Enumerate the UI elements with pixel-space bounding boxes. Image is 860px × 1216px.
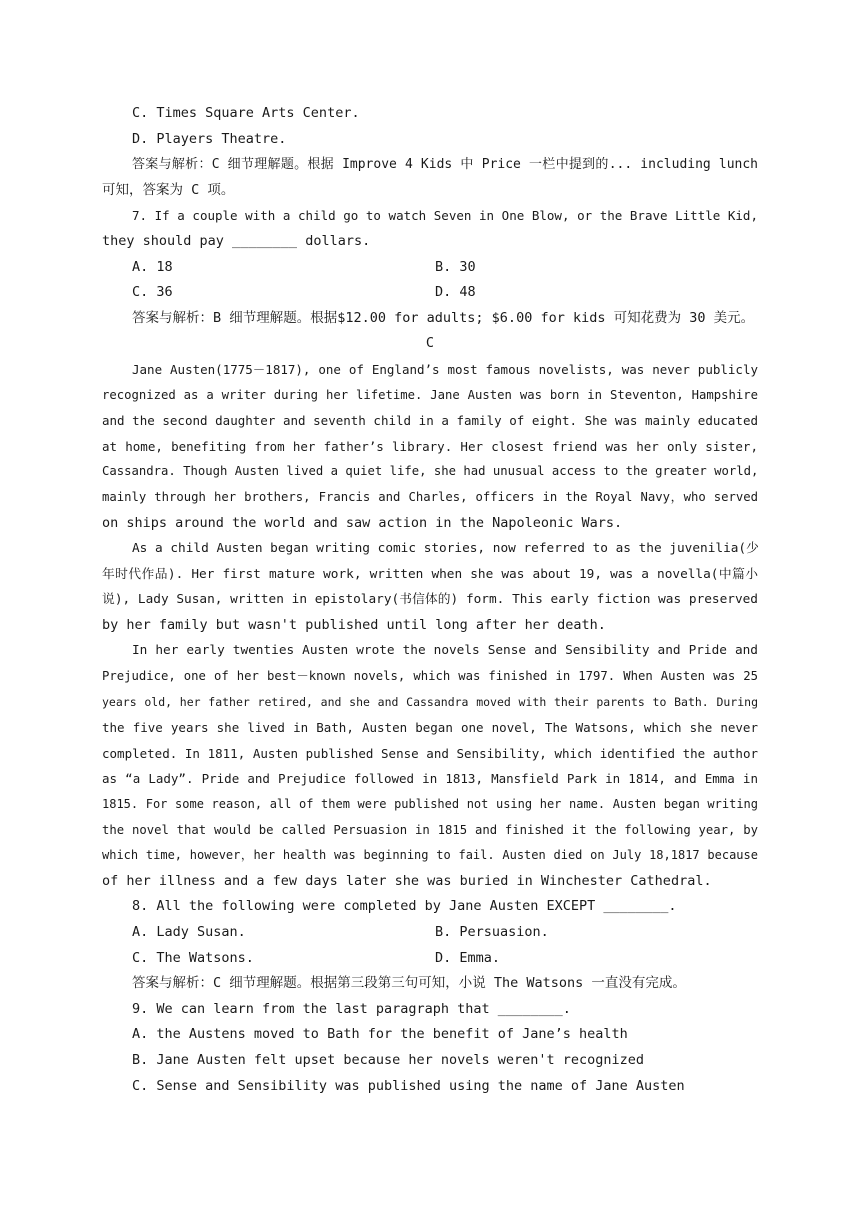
passage-line: Prejudice, one of her best－known novels, which was finished in 1797. When Austen was 25 (102, 669, 758, 684)
passage-line: the five years she lived in Bath, Austen began one novel, The Watsons, which she never (102, 720, 758, 736)
question-9: 9. We can learn from the last paragraph that ________. (132, 1000, 571, 1017)
passage-line: As a child Austen began writing comic stories, now referred to as the juvenilia(少 (132, 541, 759, 557)
question-8: 8. All the following were completed by Jane Austen EXCEPT ________. (132, 898, 677, 915)
answer-q6: 答案与解析：C 细节理解题。根据 Improve 4 Kids 中 Price 一栏中提到的... including lunch (132, 157, 758, 173)
passage-line: on ships around the world and saw action in the Napoleonic Wars. (102, 514, 623, 531)
answer-q8: 答案与解析：C 细节理解题。根据第三段第三句可知，小说 The Watsons 一直没有完成。 (132, 975, 686, 992)
option-d-q6: D. Players Theatre. (132, 130, 287, 147)
passage-line: completed. In 1811, Austen published Sense and Sensibility, which identified the author (102, 745, 758, 761)
option-a-q7: A. 18 (132, 258, 173, 275)
passage-line: which time, however，her health was beginning to fail. Austen died on July 18,1817 because (102, 848, 758, 863)
passage-line: Cassandra. Though Austen lived a quiet life, she had unusual access to the greater world, (102, 464, 759, 479)
question-7: 7. If a couple with a child go to watch Seven in One Blow, or the Brave Little Kid, (132, 208, 758, 224)
passage-line: at home, benefiting from her father’s library. Her closest friend was her only sister, (102, 438, 758, 454)
option-d-q7: D. 48 (435, 284, 476, 301)
passage-line: Jane Austen(1775－1817), one of England’s most famous novelists, was never publicly (132, 361, 758, 377)
options-q8-row2 (102, 946, 758, 972)
options-q7-row1 (102, 255, 758, 281)
passage-line: 说), Lady Susan, written in epistolary(书信体的) form. This early fiction was preserved (102, 592, 758, 608)
option-a-q9: A. the Austens moved to Bath for the benefit of Jane’s health (132, 1026, 628, 1043)
option-d-q8: D. Emma. (435, 949, 501, 966)
passage-line: 1815. For some reason, all of them were published not using her name. Austen began writing (102, 797, 758, 812)
option-b-q9: B. Jane Austen felt upset because her novels weren't recognized (132, 1051, 645, 1068)
passage-line: of her illness and a few days later she was buried in Winchester Cathedral. (102, 872, 712, 889)
option-c-q6: C. Times Square Arts Center. (132, 105, 360, 121)
section-heading: C (425, 335, 435, 352)
option-b-q7: B. 30 (435, 258, 476, 275)
options-q7-row2 (102, 280, 758, 306)
passage-line: and the second daughter and seventh child in a family of eight. She was mainly educated (102, 413, 758, 429)
options-q8-row1 (102, 920, 758, 946)
passage-line: the novel that would be called Persuasion in 1815 and finished it the following year, by (102, 822, 758, 837)
passage-line: recognized as a writer during her lifetime. Jane Austen was born in Steventon, Hampshire (102, 387, 758, 402)
passage-line: 年时代作品). Her first mature work, written when she was about 19, was a novella(中篇小 (102, 566, 758, 582)
answer-q7: 答案与解析：B 细节理解题。根据$12.00 for adults; $6.00 for kids 可知花费为 30 美元。 (132, 309, 755, 326)
passage-line: years old, her father retired, and she and Cassandra moved with their parents to Bath. During (102, 694, 758, 709)
option-b-q8: B. Persuasion. (435, 924, 549, 940)
question-7-continued: they should pay ________ dollars. (102, 232, 371, 249)
document-body (102, 101, 758, 1099)
option-a-q8: A. Lady Susan. (132, 924, 246, 940)
option-c-q7: C. 36 (132, 284, 173, 301)
passage-line: as “a Lady”. Pride and Prejudice followed in 1813, Mansfield Park in 1814, and Emma in (102, 771, 758, 787)
answer-q6-continued: 可知，答案为 C 项。 (102, 181, 235, 198)
option-c-q8: C. The Watsons. (132, 949, 254, 966)
option-c-q9: C. Sense and Sensibility was published using the name of Jane Austen (132, 1077, 685, 1094)
passage-line: mainly through her brothers, Francis and Charles, officers in the Royal Navy，who served (102, 489, 758, 504)
passage-line: by her family but wasn't published until long after her death. (102, 616, 606, 633)
passage-line: In her early twenties Austen wrote the novels Sense and Sensibility and Pride and (132, 643, 758, 659)
